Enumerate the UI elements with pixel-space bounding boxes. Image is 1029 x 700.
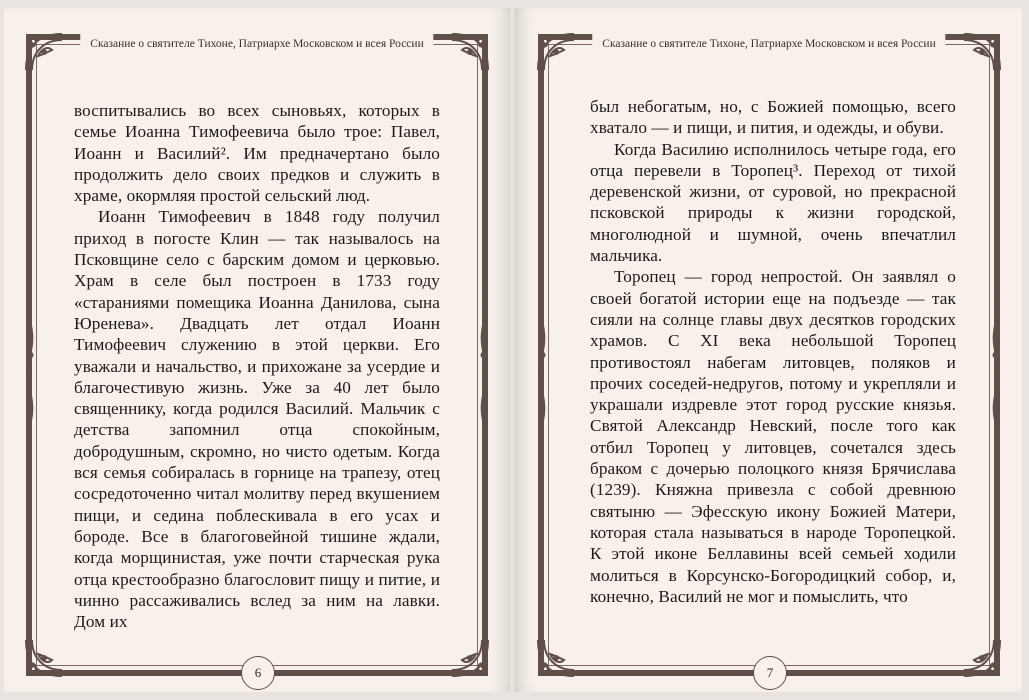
right-page <box>516 8 1022 692</box>
paragraph: был небогатым, но, с Божией помощью, всего хватало — и пищи, и пития, и одежды, и обуви. <box>590 97 956 138</box>
page-number: 6 <box>241 656 275 690</box>
side-ornament-icon <box>986 285 1006 425</box>
paragraph: Иоанн Тимофеевич в 1848 году получил приход в погосте Клин — так называлось на Псковщине село с барским домом и церковью. Храм в селе был построен в 1733 году «стараниями помещика Иоанна Данилова, сына Юренева». Двадцать лет отдал Иоанн Тимофеевич служению в этой церкви. Его уважали и начальство, и прихожане за усердие и благочестивую жизнь. Уже за 40 лет было священнику, когда родился Василий. Мальчик с детства запомнил отца спокойным, добродушным, скромно, но чисто одетым. Когда вся семья собиралась в горнице на трапезу, отец сосредоточенно читал молитву перед вкушением пищи, и седина поблескивала в его усах и бороде. Все в благоговейной тишине ждали, когда морщинистая, уже почти старческая рука отца крестообразно благословит пищу и питие, и чинно рассаживались вслед за ним на лавки. Дом их <box>74 207 440 632</box>
paragraph: Когда Василию исполнилось четыре года, его отца перевели в Торопец³. Переход от тихой деревенской жизни, от суровой, но прекрасной псковской природы к жизни городской, многолюдной и шумной, очень впечатлил мальчика. <box>590 139 956 266</box>
corner-ornament-icon <box>960 30 1004 74</box>
corner-ornament-icon <box>22 30 66 74</box>
running-head: Сказание о святителе Тихоне, Патриархе Московском и всея России <box>80 32 433 54</box>
left-page <box>4 8 510 692</box>
corner-ornament-icon <box>960 636 1004 680</box>
paragraph: Торопец — город непростой. Он заявлял о своей богатой истории еще на подъезде — так сияли на солнце главы двух десятков городских храмов. С XI века небольшой Торопец противостоял набегам литовцев, поляков и прочих соседей-недругов, потому и укрепляли и украшали издревле этот город русские князья. Святой Александр Невский, после того как отбил Торопец у литовцев, сочетался здесь браком с дочерью полоцкого князя Брячислава (1239). Княжна привезла с собой древнюю святыню — Эфесскую икону Божией Матери, которая стала называться в народе Торопецкой. К этой иконе Беллавины всей семьей ходили молиться в Корсунско-Богородицкий собор, и, конечно, Василий не мог и помыслить, что <box>590 267 956 606</box>
corner-ornament-icon <box>22 636 66 680</box>
page-text <box>590 96 956 607</box>
page-number: 7 <box>753 656 787 690</box>
corner-ornament-icon <box>534 30 578 74</box>
corner-ornament-icon <box>448 30 492 74</box>
corner-ornament-icon <box>448 636 492 680</box>
paragraph: воспитывались во всех сыновьях, которых в семье Иоанна Тимофеевича было трое: Павел, Иоанн и Василий². Им предначертано было продолжить дело своих предков и служить в храме, окормляя простой сельский люд. <box>74 101 440 206</box>
corner-ornament-icon <box>534 636 578 680</box>
page-text <box>74 100 440 632</box>
side-ornament-icon <box>474 285 494 425</box>
side-ornament-icon <box>532 285 552 425</box>
running-head: Сказание о святителе Тихоне, Патриархе Московском и всея России <box>592 32 945 54</box>
side-ornament-icon <box>20 285 40 425</box>
